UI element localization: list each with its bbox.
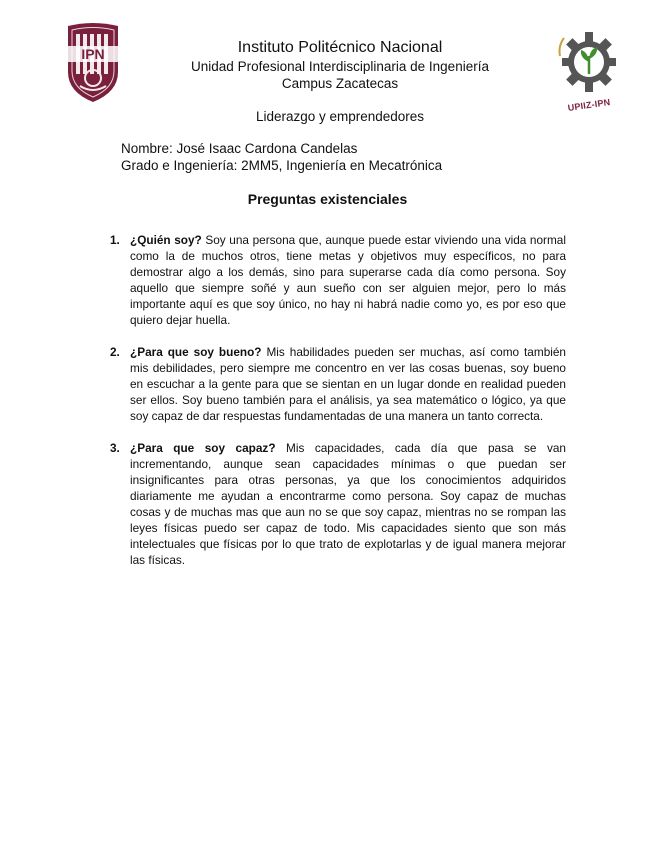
section-title: Preguntas existenciales [247, 191, 408, 207]
question-paragraph [130, 344, 566, 424]
question-list [106, 232, 566, 584]
ipn-emblem-icon [62, 22, 124, 104]
campus-subtitle: Campus Zacatecas [281, 76, 399, 91]
question-number: 1. [110, 233, 120, 247]
student-grade: Grado e Ingeniería: 2MM5, Ingeniería en Mecatrónica [121, 158, 443, 173]
ipn-logo-text: IPN [62, 46, 124, 62]
list-item [106, 440, 566, 568]
question-heading: ¿Para que soy bueno? [130, 345, 262, 359]
course-name: Liderazgo y emprendedores [255, 109, 425, 124]
institution-title: Instituto Politécnico Nacional [237, 39, 443, 56]
student-name: Nombre: José Isaac Cardona Candelas [121, 141, 358, 156]
upiiz-logo [556, 28, 622, 113]
question-answer: Mis habilidades pueden ser muchas, así como también mis debilidades, pero siempre me concentro en ver las cosas buenas, soy bueno en escuchar a la gente para que se sientan en un lugar donde en realidad pueden ser ellos. Soy bueno también para el análisis, ya sea matemático o lógico, ya que soy capaz de dar respuestas fundamentadas de una manera un tanto correcta. [130, 345, 566, 423]
gear-icon [556, 28, 622, 98]
list-item [106, 344, 566, 424]
question-number: 3. [110, 441, 120, 455]
question-number: 2. [110, 345, 120, 359]
ipn-logo [62, 22, 124, 104]
list-item [106, 232, 566, 328]
upiiz-logo-text: UPIIZ-IPN [567, 97, 611, 113]
question-paragraph [130, 232, 566, 328]
question-paragraph [130, 440, 566, 568]
question-heading: ¿Para que soy capaz? [130, 441, 276, 455]
question-answer: Mis capacidades, cada día que pasa se van incrementando, aunque sean capacidades mínimas o que puedan ser insignificantes para otras personas, ya que los conocimientos adquiridos diariamente me ayudan a encontrarme como persona. Soy capaz de muchas cosas y de muchas mas que aun no se que soy capaz, mientras no se rompan las leyes físicas puedo ser capaz de todo. Mis capacidades siento que son más intelectuales que físicas por lo que trato de explotarlas y de igual manera mejorar las físicas. [130, 441, 566, 567]
question-heading: ¿Quién soy? [130, 233, 202, 247]
question-answer: Soy una persona que, aunque puede estar viviendo una vida normal como la de muchos otros, tiene metas y objetivos muy específicos, no para demostrar algo a los demás, sino para superarse cada día como persona. Soy aquello que siempre soñé y aun sueño con ser alguien mejor, pero lo más importante aquí es que soy único, no hay ni habrá nadie como yo, es por eso que quiero dejar huella. [130, 233, 566, 327]
unit-subtitle: Unidad Profesional Interdisciplinaria de Ingeniería [191, 59, 489, 74]
